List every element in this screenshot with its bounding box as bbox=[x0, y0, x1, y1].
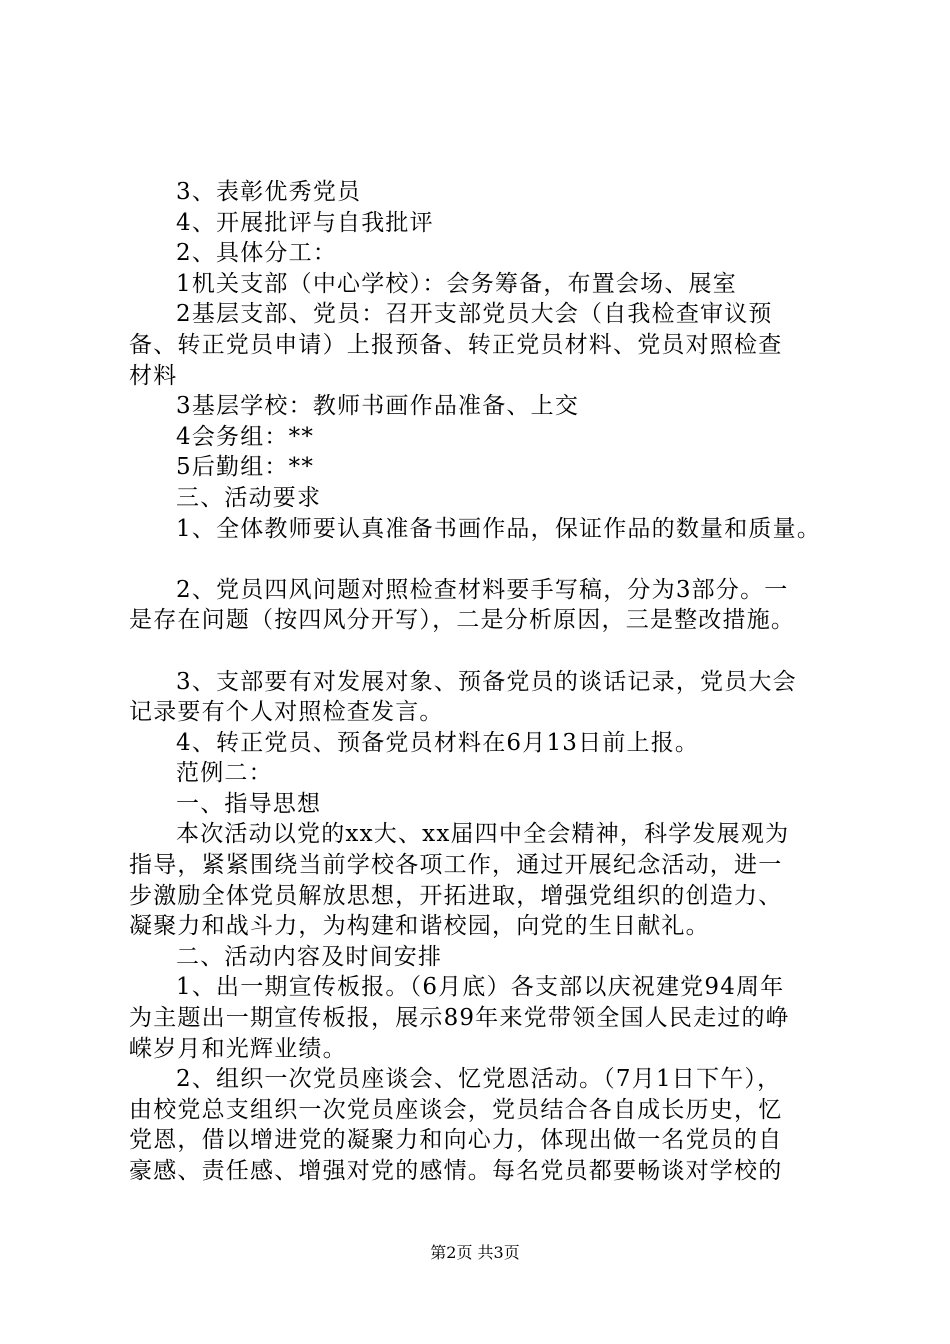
blank-line bbox=[129, 636, 849, 667]
paragraph-line: 由校党总支组织一次党员座谈会，党员结合各自成长历史，忆 bbox=[129, 1096, 783, 1123]
paragraph-line: 1、出一期宣传板报。（6月底）各支部以庆祝建党94周年 bbox=[176, 974, 785, 1001]
section-heading: 范例二： bbox=[176, 760, 273, 787]
paragraph-line: 4、转正党员、预备党员材料在6月13日前上报。 bbox=[176, 729, 700, 756]
list-item: 4、开展批评与自我批评 bbox=[176, 209, 434, 236]
list-item: 4会务组：** bbox=[176, 423, 315, 450]
paragraph-line: 备、转正党员申请）上报预备、转正党员材料、党员对照检查 bbox=[129, 331, 783, 358]
list-item: 3基层学校：教师书画作品准备、上交 bbox=[176, 393, 580, 420]
paragraph-line: 凝聚力和战斗力，为构建和谐校园，向党的生日献礼。 bbox=[129, 913, 710, 940]
paragraph-line: 记录要有个人对照检查发言。 bbox=[129, 699, 444, 726]
paragraph-line: 2基层支部、党员：召开支部党员大会（自我检查审议预 bbox=[176, 301, 773, 328]
paragraph-line: 2、党员四风问题对照检查材料要手写稿，分为3部分。一 bbox=[176, 576, 789, 603]
section-heading: 三、活动要求 bbox=[176, 484, 322, 511]
paragraph-line: 豪感、责任感、增强对党的感情。每名党员都要畅谈对学校的 bbox=[129, 1158, 783, 1184]
paragraph-line: 为主题出一期宣传板报，展示89年来党带领全国人民走过的峥 bbox=[129, 1005, 790, 1032]
paragraph-line: 步激励全体党员解放思想，开拓进取，增强党组织的创造力、 bbox=[129, 882, 783, 909]
list-item: 3、表彰优秀党员 bbox=[176, 179, 362, 205]
paragraph-line: 2、组织一次党员座谈会、忆党恩活动。（7月1日下午）， bbox=[176, 1066, 782, 1093]
paragraph-line: 3、支部要有对发展对象、预备党员的谈话记录，党员大会 bbox=[176, 668, 797, 695]
section-heading: 2、具体分工： bbox=[176, 240, 338, 267]
section-heading: 一、指导思想 bbox=[176, 790, 322, 817]
list-item: 5后勤组：** bbox=[176, 454, 315, 481]
list-item: 1机关支部（中心学校）：会务筹备，布置会场、展室 bbox=[176, 270, 737, 297]
section-heading: 二、活动内容及时间安排 bbox=[176, 943, 443, 970]
paragraph-line: 是存在问题（按四风分开写），二是分析原因，三是整改措施。 bbox=[129, 607, 796, 634]
page-number: 第2页 共3页 bbox=[430, 1243, 520, 1262]
document-body bbox=[129, 177, 849, 1187]
paragraph-line: 1、全体教师要认真准备书画作品，保证作品的数量和质量。 bbox=[176, 515, 822, 542]
paragraph-line: 嵘岁月和光辉业绩。 bbox=[129, 1035, 347, 1062]
blank-line bbox=[129, 544, 849, 575]
paragraph-line: 材料 bbox=[129, 362, 178, 389]
paragraph-line: 本次活动以党的xx大、xx届四中全会精神，科学发展观为 bbox=[176, 821, 790, 848]
paragraph-line: 党恩，借以增进党的凝聚力和向心力，体现出做一名党员的自 bbox=[129, 1127, 783, 1154]
paragraph-line: 指导，紧紧围绕当前学校各项工作，通过开展纪念活动，进一 bbox=[129, 852, 783, 879]
